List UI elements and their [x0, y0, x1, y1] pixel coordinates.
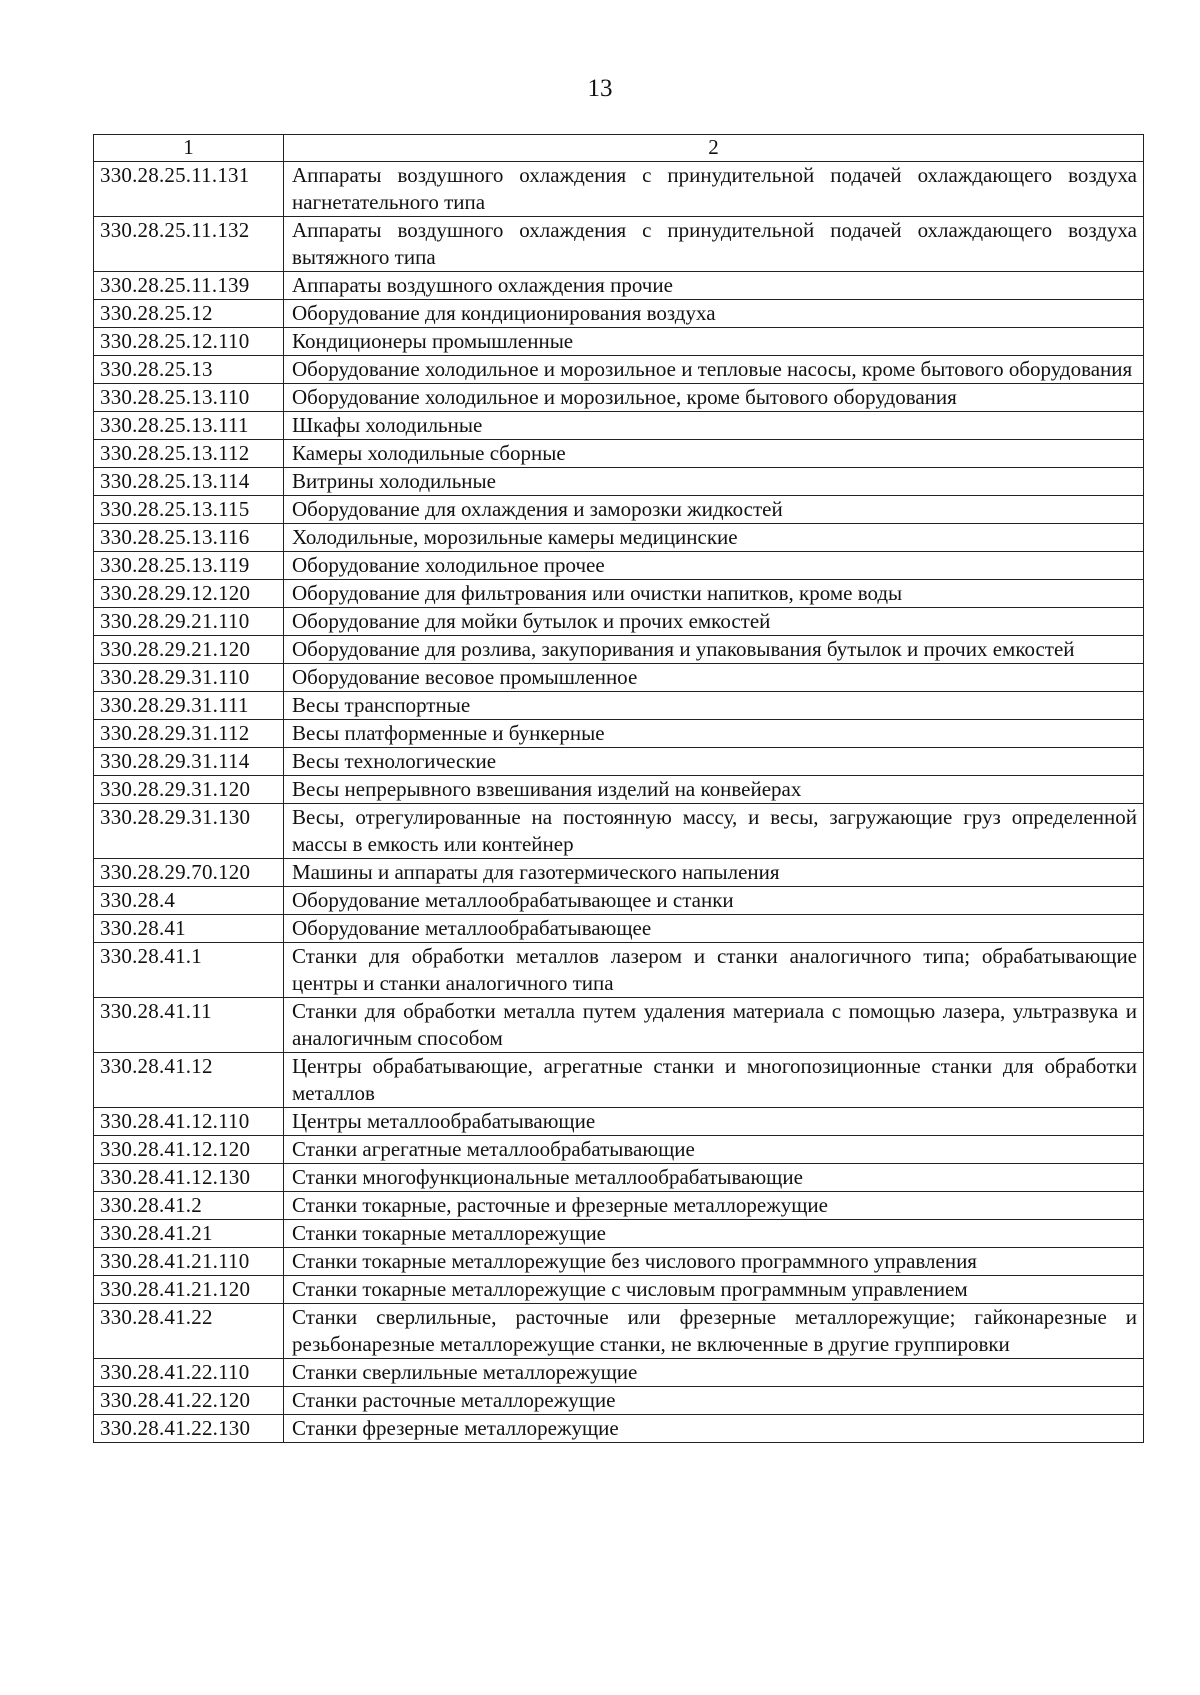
table-row	[94, 580, 1144, 608]
row-code: 330.28.25.13.115	[94, 496, 284, 524]
row-name: Центры металлообрабатывающие	[284, 1108, 1144, 1136]
table-row	[94, 440, 1144, 468]
table-row	[94, 748, 1144, 776]
table-row	[94, 1248, 1144, 1276]
table-row	[94, 1415, 1144, 1443]
row-code: 330.28.41.12	[94, 1053, 284, 1108]
row-name: Станки расточные металлорежущие	[284, 1387, 1144, 1415]
row-name: Весы транспортные	[284, 692, 1144, 720]
row-name: Весы технологические	[284, 748, 1144, 776]
table-row	[94, 720, 1144, 748]
row-name: Аппараты воздушного охлаждения прочие	[284, 272, 1144, 300]
row-code: 330.28.29.31.112	[94, 720, 284, 748]
row-code: 330.28.25.13	[94, 356, 284, 384]
table-row	[94, 1276, 1144, 1304]
table-row	[94, 384, 1144, 412]
table-row	[94, 636, 1144, 664]
table-row	[94, 998, 1144, 1053]
table-row	[94, 300, 1144, 328]
row-name: Камеры холодильные сборные	[284, 440, 1144, 468]
table-header	[94, 135, 1144, 162]
row-name: Оборудование для мойки бутылок и прочих емкостей	[284, 608, 1144, 636]
row-code: 330.28.41.1	[94, 943, 284, 998]
row-code: 330.28.29.31.110	[94, 664, 284, 692]
row-code: 330.28.41	[94, 915, 284, 943]
row-name: Станки токарные, расточные и фрезерные металлорежущие	[284, 1192, 1144, 1220]
row-code: 330.28.41.12.110	[94, 1108, 284, 1136]
row-name: Оборудование для фильтрования или очистки напитков, кроме воды	[284, 580, 1144, 608]
table-row	[94, 468, 1144, 496]
row-name: Оборудование холодильное и морозильное, кроме бытового оборудования	[284, 384, 1144, 412]
row-name: Весы, отрегулированные на постоянную массу, и весы, загружающие груз определенной массы в емкость или контейнер	[284, 804, 1144, 859]
table-row	[94, 217, 1144, 272]
table-row	[94, 1192, 1144, 1220]
table-row	[94, 1387, 1144, 1415]
row-name: Станки токарные металлорежущие без числового программного управления	[284, 1248, 1144, 1276]
table-row	[94, 412, 1144, 440]
table-row	[94, 162, 1144, 217]
table-row	[94, 1053, 1144, 1108]
row-code: 330.28.29.31.114	[94, 748, 284, 776]
classification-table-container	[93, 134, 1143, 1443]
table-row	[94, 356, 1144, 384]
table-row	[94, 1220, 1144, 1248]
row-code: 330.28.25.13.112	[94, 440, 284, 468]
row-name: Станки для обработки металлов лазером и станки аналогичного типа; обрабатывающие центры и станки аналогичного типа	[284, 943, 1144, 998]
row-name: Весы платформенные и бункерные	[284, 720, 1144, 748]
row-code: 330.28.41.22.120	[94, 1387, 284, 1415]
row-code: 330.28.41.21.120	[94, 1276, 284, 1304]
table-row	[94, 1136, 1144, 1164]
table-row	[94, 524, 1144, 552]
table-row	[94, 776, 1144, 804]
row-name: Оборудование для розлива, закупоривания и упаковывания бутылок и прочих емкостей	[284, 636, 1144, 664]
table-row	[94, 859, 1144, 887]
table-row	[94, 328, 1144, 356]
row-code: 330.28.41.22.130	[94, 1415, 284, 1443]
table-row	[94, 1164, 1144, 1192]
row-code: 330.28.41.11	[94, 998, 284, 1053]
row-code: 330.28.29.21.110	[94, 608, 284, 636]
row-name: Аппараты воздушного охлаждения с принудительной подачей охлаждающего воздуха вытяжного типа	[284, 217, 1144, 272]
row-code: 330.28.25.13.114	[94, 468, 284, 496]
row-name: Оборудование для кондиционирования воздуха	[284, 300, 1144, 328]
table-body	[94, 162, 1144, 1443]
table-row	[94, 1359, 1144, 1387]
row-name: Витрины холодильные	[284, 468, 1144, 496]
row-name: Оборудование весовое промышленное	[284, 664, 1144, 692]
row-code: 330.28.41.22.110	[94, 1359, 284, 1387]
table-row	[94, 887, 1144, 915]
row-code: 330.28.25.11.132	[94, 217, 284, 272]
row-code: 330.28.25.13.111	[94, 412, 284, 440]
row-code: 330.28.29.31.111	[94, 692, 284, 720]
page-number: 13	[587, 75, 613, 102]
row-name: Станки сверлильные, расточные или фрезерные металлорежущие; гайконарезные и резьбонарезные металлорежущие станки, не включенные в другие группировки	[284, 1304, 1144, 1359]
row-code: 330.28.25.13.119	[94, 552, 284, 580]
row-name: Станки токарные металлорежущие с числовым программным управлением	[284, 1276, 1144, 1304]
table-row	[94, 552, 1144, 580]
row-name: Станки токарные металлорежущие	[284, 1220, 1144, 1248]
table-row	[94, 915, 1144, 943]
table-row	[94, 1304, 1144, 1359]
row-code: 330.28.29.31.130	[94, 804, 284, 859]
header-row	[94, 135, 1144, 162]
table-row	[94, 804, 1144, 859]
row-name: Станки сверлильные металлорежущие	[284, 1359, 1144, 1387]
row-name: Станки фрезерные металлорежущие	[284, 1415, 1144, 1443]
row-code: 330.28.41.21.110	[94, 1248, 284, 1276]
row-code: 330.28.41.12.130	[94, 1164, 284, 1192]
table-row	[94, 272, 1144, 300]
row-code: 330.28.41.21	[94, 1220, 284, 1248]
row-code: 330.28.41.22	[94, 1304, 284, 1359]
table-row	[94, 664, 1144, 692]
row-name: Оборудование металлообрабатывающее и станки	[284, 887, 1144, 915]
row-code: 330.28.25.11.131	[94, 162, 284, 217]
row-name: Станки многофункциональные металлообрабатывающие	[284, 1164, 1144, 1192]
row-code: 330.28.29.70.120	[94, 859, 284, 887]
row-name: Оборудование холодильное и морозильное и тепловые насосы, кроме бытового оборудования	[284, 356, 1144, 384]
row-code: 330.28.25.11.139	[94, 272, 284, 300]
row-name: Кондиционеры промышленные	[284, 328, 1144, 356]
row-code: 330.28.4	[94, 887, 284, 915]
row-code: 330.28.25.12	[94, 300, 284, 328]
row-code: 330.28.41.12.120	[94, 1136, 284, 1164]
row-name: Весы непрерывного взвешивания изделий на конвейерах	[284, 776, 1144, 804]
table-row	[94, 1108, 1144, 1136]
row-name: Станки агрегатные металлообрабатывающие	[284, 1136, 1144, 1164]
row-name: Центры обрабатывающие, агрегатные станки и многопозиционные станки для обработки металлов	[284, 1053, 1144, 1108]
row-name: Аппараты воздушного охлаждения с принудительной подачей охлаждающего воздуха нагнетательного типа	[284, 162, 1144, 217]
table-row	[94, 496, 1144, 524]
row-code: 330.28.25.12.110	[94, 328, 284, 356]
row-code: 330.28.29.21.120	[94, 636, 284, 664]
row-code: 330.28.25.13.110	[94, 384, 284, 412]
row-name: Оборудование для охлаждения и заморозки жидкостей	[284, 496, 1144, 524]
row-code: 330.28.29.31.120	[94, 776, 284, 804]
row-name: Оборудование холодильное прочее	[284, 552, 1144, 580]
column-header-name: 2	[284, 135, 1144, 162]
row-name: Станки для обработки металла путем удаления материала с помощью лазера, ультразвука и аналогичным способом	[284, 998, 1144, 1053]
table-row	[94, 608, 1144, 636]
row-name: Шкафы холодильные	[284, 412, 1144, 440]
row-code: 330.28.25.13.116	[94, 524, 284, 552]
row-name: Холодильные, морозильные камеры медицинские	[284, 524, 1144, 552]
table-row	[94, 692, 1144, 720]
row-code: 330.28.41.2	[94, 1192, 284, 1220]
row-name: Машины и аппараты для газотермического напыления	[284, 859, 1144, 887]
row-name: Оборудование металлообрабатывающее	[284, 915, 1144, 943]
column-header-code: 1	[94, 135, 284, 162]
classification-table	[93, 134, 1144, 1443]
row-code: 330.28.29.12.120	[94, 580, 284, 608]
table-row	[94, 943, 1144, 998]
